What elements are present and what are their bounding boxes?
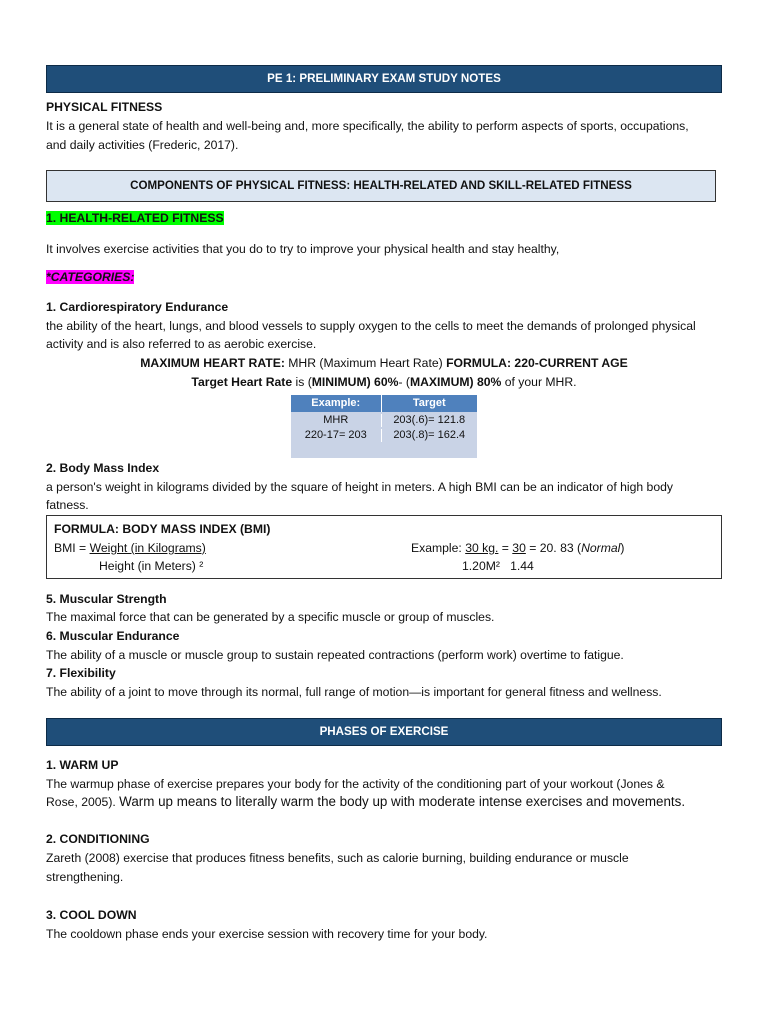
mhr-formula: FORMULA: 220-CURRENT AGE xyxy=(446,356,628,370)
table-cell: 203(.8)= 162.4 xyxy=(393,429,466,441)
thr-min: MINIMUM) 60% xyxy=(311,375,399,389)
bmi-box-title: FORMULA: BODY MASS INDEX (BMI) xyxy=(54,522,271,536)
mhr-text: MHR (Maximum Heart Rate) xyxy=(284,356,447,370)
bmi-formula-numerator: Weight (in Kilograms) xyxy=(89,541,206,555)
example-table-header-cell: Target xyxy=(412,397,446,409)
thr-label: Target Heart Rate xyxy=(191,375,293,389)
conditioning-heading: 2. CONDITIONING xyxy=(46,832,150,846)
warmup-text-1: The warmup phase of exercise prepares your body for the activity of the conditioning part of your workout (Jones & xyxy=(46,777,665,791)
thr-dash: - ( xyxy=(398,375,410,389)
cardio-text-1: the ability of the heart, lungs, and blood vessels to supply oxygen to the cells to meet the demands of prolonged physical xyxy=(46,319,696,333)
bmi-example-line xyxy=(411,539,624,558)
table-row xyxy=(291,429,477,442)
bmi-text-1: a person's weight in kilograms divided by the square of height in meters. A high BMI can be an indicator of high body xyxy=(46,480,673,494)
table-row xyxy=(291,414,477,427)
warmup-heading: 1. WARM UP xyxy=(46,758,119,772)
bmi-example-numerator-2: 30 xyxy=(512,541,526,555)
conditioning-text-2: strengthening. xyxy=(46,870,124,884)
endurance-heading: 6. Muscular Endurance xyxy=(46,629,180,643)
bmi-formula-line xyxy=(54,539,206,558)
thr-is: is ( xyxy=(292,375,312,389)
warmup-text-2 xyxy=(46,793,726,812)
thr-end: of your MHR. xyxy=(501,375,577,389)
health-related-text: It involves exercise activities that you do to try to improve your physical health and stay healthy, xyxy=(46,242,560,256)
phases-section-bar xyxy=(46,718,722,746)
bmi-example-numerator: 30 kg. xyxy=(465,541,499,555)
example-table xyxy=(291,395,477,458)
health-related-heading: 1. HEALTH-RELATED FITNESS xyxy=(46,211,224,225)
categories-label: *CATEGORIES: xyxy=(46,270,135,284)
strength-heading: 5. Muscular Strength xyxy=(46,592,167,606)
example-table-header xyxy=(291,395,477,412)
example-table-header-cell: Example: xyxy=(291,395,382,412)
endurance-text: The ability of a muscle or muscle group to sustain repeated contractions (perform work) overtime to fatigue. xyxy=(46,648,624,662)
page-title-bar xyxy=(46,65,722,93)
categories-row xyxy=(46,268,726,287)
warmup-text-2b: Warm up means to literally warm the body up with moderate intense exercises and movements. xyxy=(119,794,686,809)
bmi-example-class: Normal xyxy=(581,541,621,555)
table-cell: 203(.6)= 121.8 xyxy=(393,414,466,426)
health-related-heading-row xyxy=(46,209,726,228)
bmi-example-close: ) xyxy=(620,541,625,555)
warmup-text-2a: Rose, 2005). xyxy=(46,795,120,809)
cooldown-heading: 3. COOL DOWN xyxy=(46,908,137,922)
bmi-example-denominator: 1.20M² 1.44 xyxy=(462,559,534,573)
page-title: PE 1: PRELIMINARY EXAM STUDY NOTES xyxy=(267,72,501,85)
table-cell: 220-17= 203 xyxy=(291,429,382,442)
mhr-line xyxy=(46,354,722,373)
strength-text: The maximal force that can be generated by a specific muscle or group of muscles. xyxy=(46,610,495,624)
physical-fitness-text-2: and daily activities (Frederic, 2017). xyxy=(46,138,239,152)
bmi-formula-denominator: Height (in Meters) ² xyxy=(99,559,204,573)
bmi-example-prefix: Example: xyxy=(411,541,466,555)
physical-fitness-heading: PHYSICAL FITNESS xyxy=(46,100,163,114)
bmi-formula-prefix: BMI = xyxy=(54,541,90,555)
components-section-bar xyxy=(46,170,716,202)
bmi-example-eq: = xyxy=(498,541,513,555)
bmi-formula-box xyxy=(46,515,722,579)
cooldown-text: The cooldown phase ends your exercise session with recovery time for your body. xyxy=(46,927,488,941)
cardio-heading: 1. Cardiorespiratory Endurance xyxy=(46,300,229,314)
bmi-heading: 2. Body Mass Index xyxy=(46,461,160,475)
flexibility-text: The ability of a joint to move through its normal, full range of motion—is important for general fitness and wellness. xyxy=(46,685,662,699)
target-heart-rate-line xyxy=(46,373,722,392)
thr-max: MAXIMUM) 80% xyxy=(409,375,502,389)
flexibility-heading: 7. Flexibility xyxy=(46,666,116,680)
physical-fitness-text-1: It is a general state of health and well-being and, more specifically, the ability to perform aspects of sports, occupations, xyxy=(46,119,689,133)
conditioning-text-1: Zareth (2008) exercise that produces fitness benefits, such as calorie burning, building endurance or muscle xyxy=(46,851,629,865)
table-cell: MHR xyxy=(291,414,382,427)
mhr-label: MAXIMUM HEART RATE: xyxy=(140,356,285,370)
phases-section-title: PHASES OF EXERCISE xyxy=(319,725,449,738)
components-section-title: COMPONENTS OF PHYSICAL FITNESS: HEALTH-RELATED AND SKILL-RELATED FITNESS xyxy=(130,179,632,192)
cardio-text-2: activity and is also referred to as aerobic exercise. xyxy=(46,337,317,351)
bmi-example-result: = 20. 83 ( xyxy=(525,541,582,555)
bmi-text-2: fatness. xyxy=(46,498,89,512)
